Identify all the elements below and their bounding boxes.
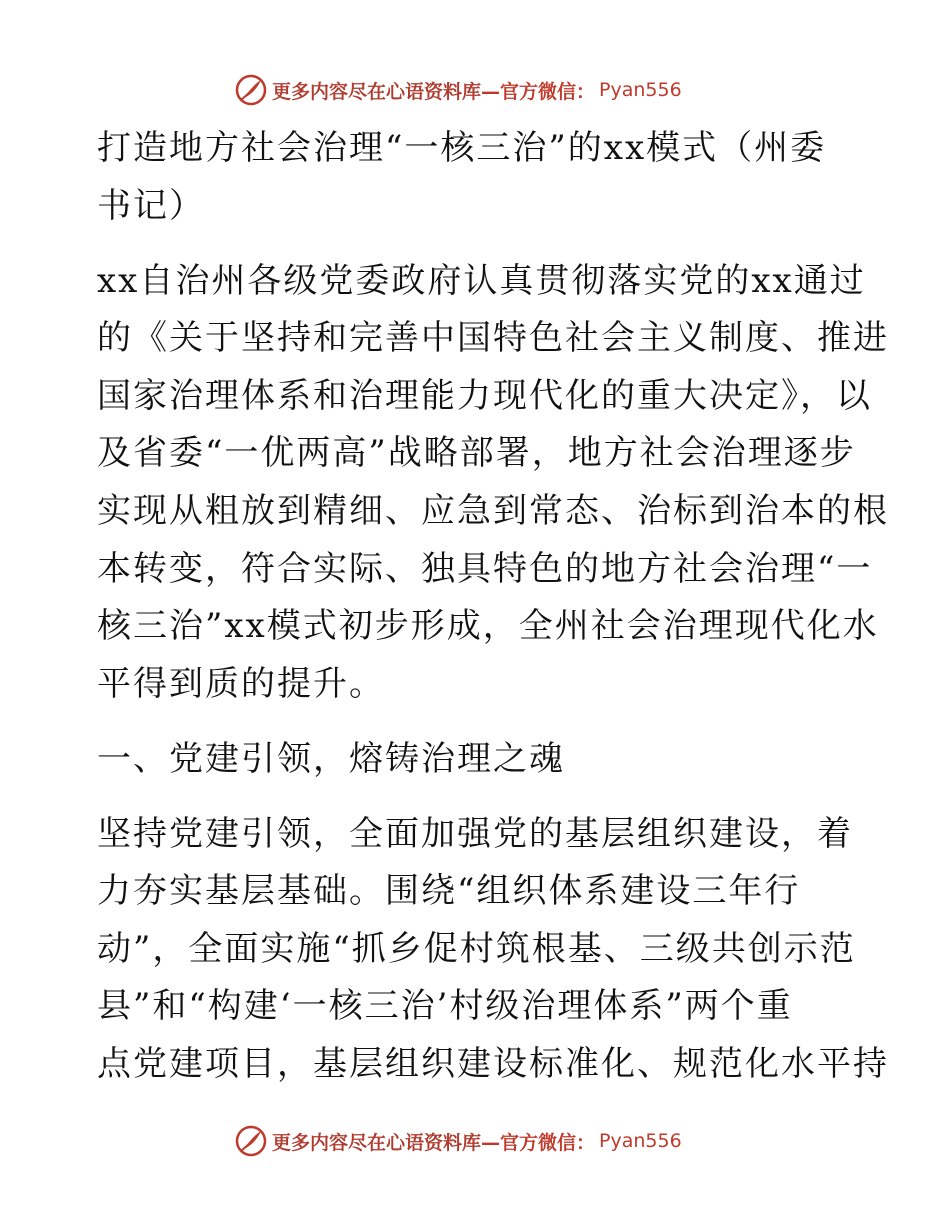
watermark-separator: —官方微信： <box>481 80 596 103</box>
intro-line: 的《关于坚持和完善中国特色社会主义制度、推进 <box>97 318 889 358</box>
intro-line: 本转变，符合实际、独具特色的地方社会治理“一 <box>97 549 873 589</box>
feather-quill-icon <box>234 1124 268 1158</box>
intro-line: 平得到质的提升。 <box>97 664 385 704</box>
intro-line: 核三治”xx模式初步形成，全州社会治理现代化水 <box>97 606 879 646</box>
watermark-text: 更多内容尽在心语资料库 <box>272 1131 482 1154</box>
watermark-banner-top <box>234 73 682 107</box>
section-line: 力夯实基层基础。围绕“组织体系建设三年行 <box>97 871 801 911</box>
section-line: 坚持党建引领，全面加强党的基层组织建设，着 <box>97 814 853 854</box>
section-line: 县”和“构建‘一核三治’村级治理体系”两个重 <box>97 986 793 1026</box>
watermark-separator: —官方微信： <box>481 1131 596 1154</box>
intro-line: 国家治理体系和治理能力现代化的重大决定》，以 <box>97 376 872 416</box>
document-title-line-1: 打造地方社会治理“一核三治”的xx模式（州委 <box>97 128 827 168</box>
section-heading: 一、党建引领，熔铸治理之魂 <box>97 739 565 779</box>
intro-line: xx自治州各级党委政府认真贯彻落实党的xx通过 <box>97 261 866 301</box>
watermark-banner-bottom <box>234 1124 682 1158</box>
watermark-wechat-id: Pyan556 <box>599 1130 682 1152</box>
document-title-line-2: 书记） <box>97 186 205 226</box>
intro-line: 及省委“一优两高”战略部署，地方社会治理逐步 <box>97 433 856 473</box>
watermark-wechat-id: Pyan556 <box>599 79 682 101</box>
watermark-text: 更多内容尽在心语资料库 <box>272 80 482 103</box>
feather-quill-icon <box>234 73 268 107</box>
section-line: 动”，全面实施“抓乡促村筑根基、三级共创示范 <box>97 929 856 969</box>
section-line: 点党建项目，基层组织建设标准化、规范化水平持 <box>97 1044 889 1084</box>
intro-line: 实现从粗放到精细、应急到常态、治标到治本的根 <box>97 491 889 531</box>
